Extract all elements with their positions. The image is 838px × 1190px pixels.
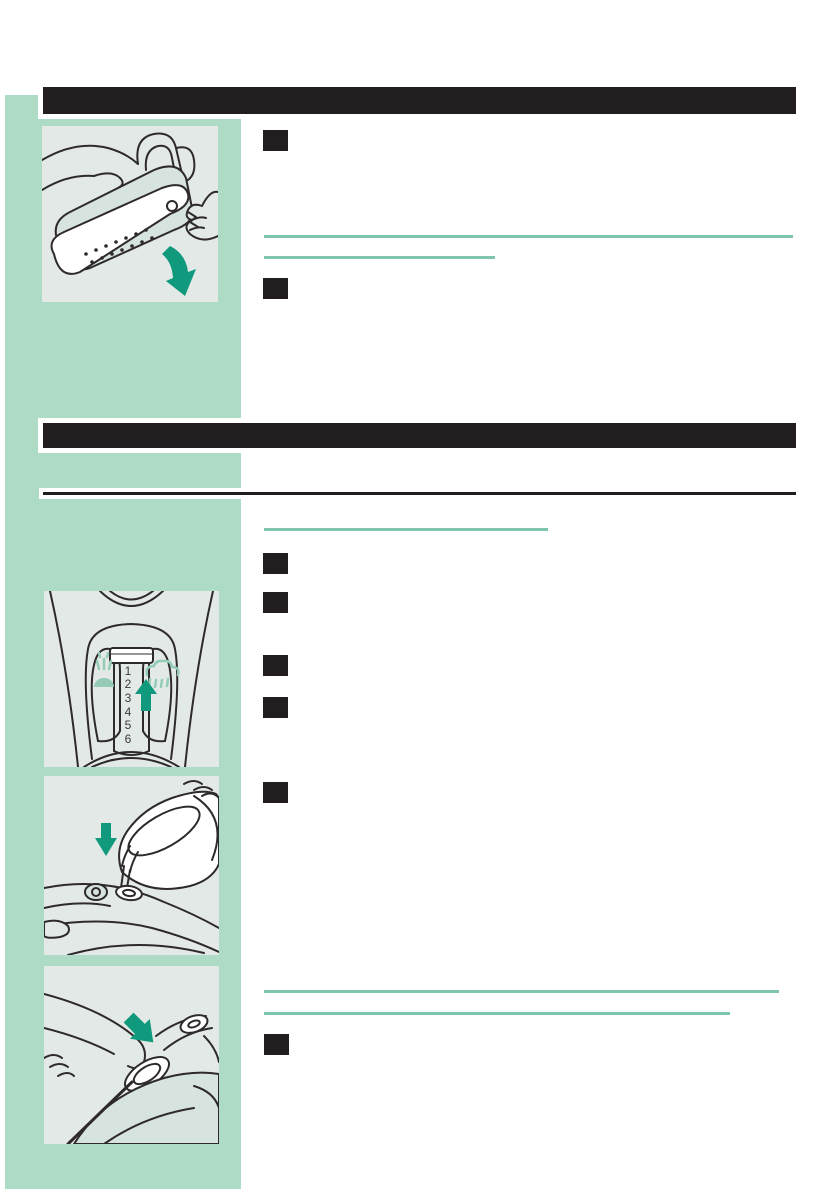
section-header-bar-upper xyxy=(43,87,796,114)
section-divider-rule xyxy=(43,492,796,495)
dial-number-6: 6 xyxy=(124,732,132,746)
close-cap-illustration xyxy=(44,966,219,1144)
open-cap xyxy=(85,884,107,900)
steam-icon xyxy=(147,661,179,687)
down-arrow-icon xyxy=(95,823,117,856)
dial-number-3: 3 xyxy=(124,691,132,705)
dial-outline xyxy=(86,624,178,759)
heading-underline xyxy=(264,528,548,531)
steam-dial-illustration xyxy=(44,591,219,767)
drain-iron-illustration xyxy=(42,126,218,302)
fill-tank-illustration xyxy=(44,776,219,955)
curved-down-arrow-icon xyxy=(162,246,196,296)
illustration-panel-drain-iron xyxy=(42,126,218,302)
illustration-panel-close-cap xyxy=(44,966,219,1144)
link-underline-4[interactable] xyxy=(264,1012,730,1015)
up-arrow-icon xyxy=(135,679,157,711)
thumb xyxy=(44,921,69,938)
illustration-panel-fill-tank xyxy=(44,776,219,955)
step-marker-7 xyxy=(263,782,288,803)
illustration-panel-steam-dial xyxy=(44,591,219,767)
link-underline-2[interactable] xyxy=(264,256,495,259)
dial-number-4: 4 xyxy=(124,705,132,719)
dial-number-1: 1 xyxy=(124,664,132,678)
dial-number-2: 2 xyxy=(124,677,132,691)
dial-number-5: 5 xyxy=(124,718,132,732)
section-header-bar-lower xyxy=(43,423,796,448)
hand-arm-line xyxy=(42,146,138,164)
step-marker-1 xyxy=(263,130,288,151)
step-marker-3 xyxy=(263,553,288,574)
step-marker-8 xyxy=(264,1034,289,1055)
dial-scale-numbers xyxy=(125,664,132,746)
link-underline-3[interactable] xyxy=(264,990,779,993)
step-marker-6 xyxy=(263,697,288,718)
filling-opening xyxy=(115,884,143,901)
step-marker-5 xyxy=(263,655,288,676)
iron-body xyxy=(74,1073,219,1144)
link-underline-1[interactable] xyxy=(264,235,793,238)
steam-slider-knob xyxy=(110,648,153,663)
step-marker-4 xyxy=(263,592,288,613)
step-marker-2 xyxy=(263,278,288,299)
